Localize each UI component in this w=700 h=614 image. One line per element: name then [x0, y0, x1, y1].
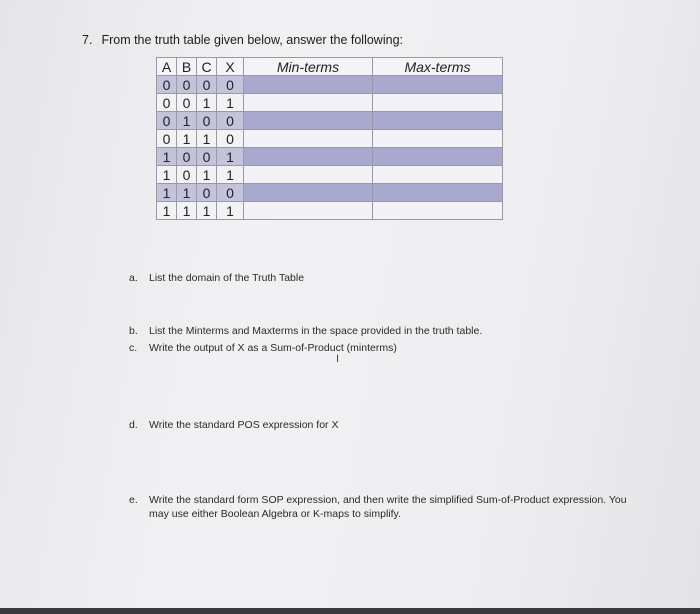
- header-x: X: [217, 58, 244, 76]
- part-b-text: List the Minterms and Maxterms in the space provided in the truth table.: [149, 325, 483, 337]
- part-a-text: List the domain of the Truth Table: [149, 272, 305, 284]
- part-e-label: e.: [129, 494, 138, 506]
- cell-x: 0: [217, 184, 244, 202]
- cell-b: 1: [177, 112, 197, 130]
- table-row: [157, 184, 503, 202]
- cell-c: 0: [197, 76, 217, 94]
- cell-c: 1: [197, 94, 217, 112]
- cell-b: 0: [177, 94, 197, 112]
- text-cursor-icon: I: [336, 353, 340, 365]
- part-e: [129, 493, 649, 521]
- cell-x: 0: [217, 76, 244, 94]
- max-term-cell[interactable]: [373, 94, 503, 112]
- cell-x: 0: [217, 130, 244, 148]
- table-row: [157, 148, 503, 166]
- cell-a: 1: [157, 166, 177, 184]
- cell-b: 1: [177, 202, 197, 220]
- table-row: [157, 112, 503, 130]
- min-term-cell[interactable]: [244, 166, 373, 184]
- table-row: [157, 130, 503, 148]
- max-term-cell[interactable]: [373, 202, 503, 220]
- part-c-text: Write the output of X as a Sum-of-Product (minterms): [149, 342, 397, 354]
- cell-c: 1: [197, 130, 217, 148]
- cell-x: 1: [217, 202, 244, 220]
- cell-a: 1: [157, 148, 177, 166]
- cell-b: 1: [177, 184, 197, 202]
- cell-a: 0: [157, 130, 177, 148]
- question-number: 7.: [82, 33, 93, 47]
- cell-a: 0: [157, 94, 177, 112]
- cell-x: 0: [217, 112, 244, 130]
- cell-b: 0: [177, 76, 197, 94]
- header-max-terms: Max-terms: [373, 58, 503, 76]
- truth-table-header-row: [157, 58, 503, 76]
- min-term-cell[interactable]: [244, 94, 373, 112]
- header-b: B: [177, 58, 197, 76]
- max-term-cell[interactable]: [373, 166, 503, 184]
- part-d: [129, 418, 338, 432]
- min-term-cell[interactable]: [244, 202, 373, 220]
- min-term-cell[interactable]: [244, 112, 373, 130]
- min-term-cell[interactable]: [244, 148, 373, 166]
- min-term-cell[interactable]: [244, 130, 373, 148]
- part-a: [129, 271, 304, 285]
- part-e-text: Write the standard form SOP expression, and then write the simplified Sum-of-Product expression. You may use either Boolean Algebra or K-maps to simplify.: [149, 494, 627, 520]
- cell-c: 0: [197, 112, 217, 130]
- cell-a: 1: [157, 184, 177, 202]
- truth-table: [156, 57, 503, 220]
- table-row: [157, 202, 503, 220]
- part-d-label: d.: [129, 419, 138, 431]
- cell-c: 0: [197, 184, 217, 202]
- cell-x: 1: [217, 94, 244, 112]
- question-text: From the truth table given below, answer the following:: [101, 33, 403, 47]
- cell-c: 1: [197, 166, 217, 184]
- part-d-text: Write the standard POS expression for X: [149, 419, 339, 431]
- table-row: [157, 76, 503, 94]
- cell-a: 0: [157, 76, 177, 94]
- part-c-label: c.: [129, 342, 138, 354]
- cell-b: 1: [177, 130, 197, 148]
- header-c: C: [197, 58, 217, 76]
- cell-a: 1: [157, 202, 177, 220]
- part-a-label: a.: [129, 272, 138, 284]
- truth-table-body: [157, 76, 503, 220]
- header-a: A: [157, 58, 177, 76]
- max-term-cell[interactable]: [373, 184, 503, 202]
- table-row: [157, 166, 503, 184]
- cell-b: 0: [177, 166, 197, 184]
- table-row: [157, 94, 503, 112]
- question-heading: [82, 33, 403, 47]
- max-term-cell[interactable]: [373, 130, 503, 148]
- cell-b: 0: [177, 148, 197, 166]
- min-term-cell[interactable]: [244, 76, 373, 94]
- cell-x: 1: [217, 166, 244, 184]
- cell-a: 0: [157, 112, 177, 130]
- max-term-cell[interactable]: [373, 76, 503, 94]
- cell-x: 1: [217, 148, 244, 166]
- cell-c: 0: [197, 148, 217, 166]
- part-b: [129, 324, 482, 338]
- part-b-label: b.: [129, 325, 138, 337]
- min-term-cell[interactable]: [244, 184, 373, 202]
- max-term-cell[interactable]: [373, 148, 503, 166]
- cell-c: 1: [197, 202, 217, 220]
- part-c: [129, 341, 397, 355]
- header-min-terms: Min-terms: [244, 58, 373, 76]
- max-term-cell[interactable]: [373, 112, 503, 130]
